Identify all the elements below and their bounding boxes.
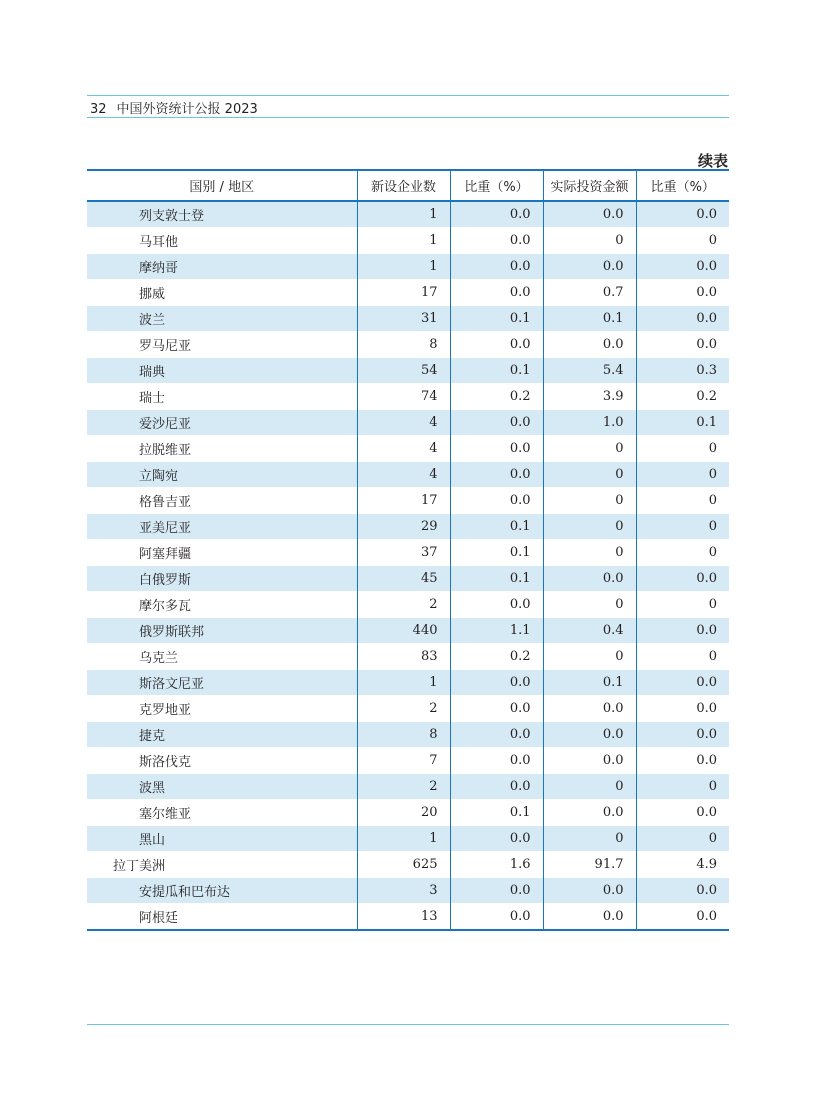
table-row — [87, 904, 729, 931]
cell-country-name: 波黑 — [87, 774, 357, 800]
cell-country-name: 黑山 — [87, 826, 357, 852]
cell-share-investment: 0.0 — [636, 670, 729, 696]
column-header-share-enterprises: 比重（%） — [450, 170, 543, 201]
cell-country-name: 立陶宛 — [87, 462, 357, 488]
table-row — [87, 670, 729, 696]
table-row — [87, 462, 729, 488]
cell-actual-investment: 0.0 — [543, 332, 636, 358]
cell-country-name: 斯洛伐克 — [87, 748, 357, 774]
cell-actual-investment: 0.0 — [543, 696, 636, 722]
cell-new-enterprises: 4 — [357, 436, 450, 462]
continued-table-label: 续表 — [697, 152, 728, 170]
cell-share-investment: 0.0 — [636, 566, 729, 592]
cell-new-enterprises: 2 — [357, 592, 450, 618]
table-row — [87, 748, 729, 774]
cell-country-name: 亚美尼亚 — [87, 514, 357, 540]
cell-share-investment: 0.0 — [636, 618, 729, 644]
table-region-row — [87, 852, 729, 878]
cell-share-investment: 0 — [636, 774, 729, 800]
cell-share-investment: 0 — [636, 514, 729, 540]
table-header-row — [87, 170, 729, 201]
table-row — [87, 332, 729, 358]
cell-share-investment: 0 — [636, 644, 729, 670]
table-row — [87, 488, 729, 514]
cell-share-investment: 0.0 — [636, 696, 729, 722]
cell-share-enterprises: 0.0 — [450, 462, 543, 488]
cell-new-enterprises: 54 — [357, 358, 450, 384]
cell-actual-investment: 0.0 — [543, 566, 636, 592]
table-row — [87, 826, 729, 852]
cell-country-name: 俄罗斯联邦 — [87, 618, 357, 644]
cell-share-investment: 0.0 — [636, 280, 729, 306]
table-row — [87, 696, 729, 722]
cell-share-investment: 0 — [636, 826, 729, 852]
cell-new-enterprises: 20 — [357, 800, 450, 826]
cell-country-name: 爱沙尼亚 — [87, 410, 357, 436]
cell-country-name: 拉丁美洲 — [87, 852, 357, 878]
cell-share-investment: 0.0 — [636, 201, 729, 228]
column-header-actual-investment: 实际投资金额 — [543, 170, 636, 201]
cell-share-enterprises: 0.1 — [450, 306, 543, 332]
cell-new-enterprises: 8 — [357, 332, 450, 358]
cell-actual-investment: 0 — [543, 436, 636, 462]
cell-country-name: 克罗地亚 — [87, 696, 357, 722]
cell-new-enterprises: 2 — [357, 696, 450, 722]
cell-share-investment: 0.0 — [636, 254, 729, 280]
cell-actual-investment: 0.0 — [543, 254, 636, 280]
cell-share-investment: 0.0 — [636, 748, 729, 774]
table-row — [87, 774, 729, 800]
cell-country-name: 列支敦士登 — [87, 201, 357, 228]
cell-share-enterprises: 0.0 — [450, 748, 543, 774]
table-row — [87, 644, 729, 670]
cell-new-enterprises: 1 — [357, 228, 450, 254]
cell-actual-investment: 0.1 — [543, 306, 636, 332]
cell-new-enterprises: 37 — [357, 540, 450, 566]
table-row — [87, 722, 729, 748]
cell-actual-investment: 0.0 — [543, 722, 636, 748]
table-row — [87, 540, 729, 566]
cell-share-investment: 0 — [636, 462, 729, 488]
cell-share-enterprises: 1.1 — [450, 618, 543, 644]
cell-share-enterprises: 0.0 — [450, 254, 543, 280]
cell-country-name: 马耳他 — [87, 228, 357, 254]
cell-share-enterprises: 0.1 — [450, 800, 543, 826]
cell-new-enterprises: 1 — [357, 826, 450, 852]
column-header-new-enterprises: 新设企业数 — [357, 170, 450, 201]
cell-actual-investment: 0 — [543, 826, 636, 852]
table-body — [87, 201, 729, 930]
cell-share-enterprises: 0.2 — [450, 384, 543, 410]
cell-actual-investment: 3.9 — [543, 384, 636, 410]
cell-actual-investment: 0.7 — [543, 280, 636, 306]
page-number: 32 — [90, 102, 107, 117]
cell-new-enterprises: 45 — [357, 566, 450, 592]
cell-share-enterprises: 0.1 — [450, 566, 543, 592]
cell-share-investment: 0 — [636, 592, 729, 618]
cell-share-enterprises: 0.0 — [450, 696, 543, 722]
header-top-rule — [87, 95, 729, 96]
cell-new-enterprises: 29 — [357, 514, 450, 540]
cell-country-name: 罗马尼亚 — [87, 332, 357, 358]
cell-share-enterprises: 0.0 — [450, 878, 543, 904]
cell-new-enterprises: 440 — [357, 618, 450, 644]
cell-share-investment: 0 — [636, 488, 729, 514]
table-row — [87, 514, 729, 540]
cell-country-name: 乌克兰 — [87, 644, 357, 670]
cell-new-enterprises: 17 — [357, 280, 450, 306]
table-row — [87, 358, 729, 384]
cell-country-name: 阿根廷 — [87, 904, 357, 931]
cell-share-enterprises: 0.0 — [450, 904, 543, 931]
cell-share-investment: 4.9 — [636, 852, 729, 878]
cell-actual-investment: 0.0 — [543, 878, 636, 904]
table-row — [87, 800, 729, 826]
table-row — [87, 384, 729, 410]
cell-share-investment: 0.1 — [636, 410, 729, 436]
cell-share-investment: 0.3 — [636, 358, 729, 384]
cell-new-enterprises: 83 — [357, 644, 450, 670]
cell-country-name: 瑞典 — [87, 358, 357, 384]
cell-share-enterprises: 0.0 — [450, 722, 543, 748]
table-row — [87, 280, 729, 306]
table-row — [87, 201, 729, 228]
cell-country-name: 波兰 — [87, 306, 357, 332]
cell-share-enterprises: 0.1 — [450, 358, 543, 384]
cell-share-enterprises: 0.0 — [450, 774, 543, 800]
cell-share-enterprises: 0.0 — [450, 280, 543, 306]
column-header-country: 国别 / 地区 — [87, 170, 357, 201]
cell-country-name: 白俄罗斯 — [87, 566, 357, 592]
cell-country-name: 格鲁吉亚 — [87, 488, 357, 514]
column-header-share-investment: 比重（%） — [636, 170, 729, 201]
cell-share-investment: 0.2 — [636, 384, 729, 410]
cell-new-enterprises: 2 — [357, 774, 450, 800]
cell-new-enterprises: 1 — [357, 254, 450, 280]
table-row — [87, 436, 729, 462]
cell-actual-investment: 0.0 — [543, 201, 636, 228]
cell-actual-investment: 1.0 — [543, 410, 636, 436]
cell-new-enterprises: 13 — [357, 904, 450, 931]
cell-actual-investment: 91.7 — [543, 852, 636, 878]
cell-new-enterprises: 4 — [357, 462, 450, 488]
cell-share-investment: 0 — [636, 228, 729, 254]
cell-country-name: 拉脱维亚 — [87, 436, 357, 462]
cell-actual-investment: 0 — [543, 644, 636, 670]
cell-country-name: 挪威 — [87, 280, 357, 306]
cell-share-investment: 0.0 — [636, 800, 729, 826]
cell-share-investment: 0 — [636, 436, 729, 462]
cell-actual-investment: 0 — [543, 488, 636, 514]
table-row — [87, 618, 729, 644]
cell-new-enterprises: 17 — [357, 488, 450, 514]
cell-share-enterprises: 0.0 — [450, 592, 543, 618]
table-row — [87, 592, 729, 618]
cell-actual-investment: 0.0 — [543, 904, 636, 931]
table-row — [87, 878, 729, 904]
cell-share-enterprises: 0.0 — [450, 826, 543, 852]
header-bottom-rule — [87, 117, 729, 118]
cell-new-enterprises: 74 — [357, 384, 450, 410]
cell-actual-investment: 0.0 — [543, 748, 636, 774]
cell-new-enterprises: 3 — [357, 878, 450, 904]
cell-new-enterprises: 625 — [357, 852, 450, 878]
cell-new-enterprises: 7 — [357, 748, 450, 774]
cell-actual-investment: 0.1 — [543, 670, 636, 696]
cell-share-investment: 0.0 — [636, 306, 729, 332]
table-row — [87, 228, 729, 254]
cell-share-enterprises: 0.0 — [450, 436, 543, 462]
cell-share-investment: 0 — [636, 540, 729, 566]
cell-share-enterprises: 1.6 — [450, 852, 543, 878]
cell-new-enterprises: 1 — [357, 670, 450, 696]
cell-share-enterprises: 0.2 — [450, 644, 543, 670]
cell-share-enterprises: 0.0 — [450, 201, 543, 228]
cell-actual-investment: 5.4 — [543, 358, 636, 384]
cell-actual-investment: 0 — [543, 514, 636, 540]
table-row — [87, 566, 729, 592]
cell-country-name: 摩纳哥 — [87, 254, 357, 280]
cell-actual-investment: 0.4 — [543, 618, 636, 644]
cell-share-investment: 0.0 — [636, 904, 729, 931]
cell-share-investment: 0.0 — [636, 722, 729, 748]
cell-share-enterprises: 0.0 — [450, 332, 543, 358]
table-row — [87, 306, 729, 332]
cell-country-name: 斯洛文尼亚 — [87, 670, 357, 696]
running-header — [90, 98, 268, 117]
footer-rule — [87, 1024, 729, 1025]
cell-actual-investment: 0 — [543, 462, 636, 488]
cell-country-name: 摩尔多瓦 — [87, 592, 357, 618]
cell-actual-investment: 0 — [543, 540, 636, 566]
cell-new-enterprises: 4 — [357, 410, 450, 436]
cell-actual-investment: 0.0 — [543, 800, 636, 826]
cell-share-investment: 0.0 — [636, 878, 729, 904]
cell-share-enterprises: 0.1 — [450, 514, 543, 540]
cell-country-name: 瑞士 — [87, 384, 357, 410]
cell-share-enterprises: 0.0 — [450, 410, 543, 436]
cell-new-enterprises: 31 — [357, 306, 450, 332]
table-row — [87, 254, 729, 280]
cell-new-enterprises: 1 — [357, 201, 450, 228]
cell-share-enterprises: 0.0 — [450, 488, 543, 514]
cell-country-name: 塞尔维亚 — [87, 800, 357, 826]
cell-share-enterprises: 0.0 — [450, 228, 543, 254]
cell-share-enterprises: 0.1 — [450, 540, 543, 566]
cell-country-name: 安提瓜和巴布达 — [87, 878, 357, 904]
cell-share-enterprises: 0.0 — [450, 670, 543, 696]
cell-share-investment: 0.0 — [636, 332, 729, 358]
cell-country-name: 捷克 — [87, 722, 357, 748]
cell-actual-investment: 0 — [543, 774, 636, 800]
cell-actual-investment: 0 — [543, 228, 636, 254]
statistics-table — [87, 169, 729, 931]
cell-new-enterprises: 8 — [357, 722, 450, 748]
cell-country-name: 阿塞拜疆 — [87, 540, 357, 566]
table-row — [87, 410, 729, 436]
cell-actual-investment: 0 — [543, 592, 636, 618]
publication-title: 中国外资统计公报 2023 — [116, 102, 258, 117]
